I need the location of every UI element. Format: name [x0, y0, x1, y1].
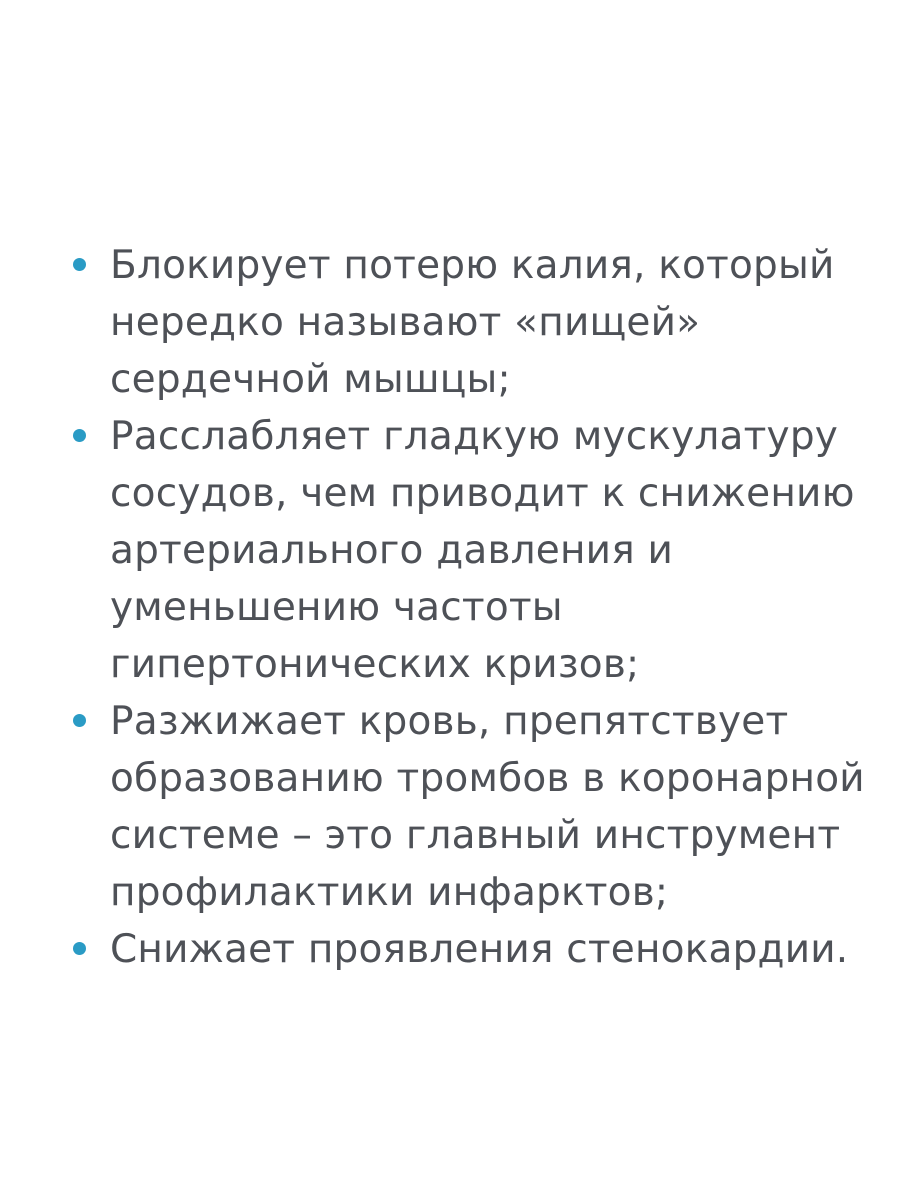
- content-area: [0, 237, 900, 978]
- list-item-text-line: сосудов, чем приводит к снижению: [110, 471, 855, 516]
- list-item-text-line: уменьшению частоты: [110, 585, 563, 630]
- list-item-text-line: Расслабляет гладкую мускулатуру: [110, 414, 839, 459]
- bullet-dot-icon: [73, 714, 86, 727]
- bullet-list: [0, 237, 900, 978]
- list-item-text-line: артериального давления и: [110, 528, 674, 573]
- list-item-text-line: Разжижает кровь, препятствует: [110, 699, 789, 744]
- list-item-text-line: нередко называют «пищей»: [110, 300, 701, 345]
- list-item-text-line: Блокирует потерю калия, который: [110, 243, 835, 288]
- list-item-text-line: гипертонических кризов;: [110, 642, 640, 687]
- list-item-text-line: Снижает проявления стенокардии.: [110, 927, 849, 972]
- list-item-text-line: сердечной мышцы;: [110, 357, 511, 402]
- list-item-text-line: системе – это главный инструмент: [110, 813, 841, 858]
- list-item: [0, 408, 900, 693]
- list-item-text-line: профилактики инфарктов;: [110, 870, 669, 915]
- list-item: [0, 921, 900, 978]
- list-item: [0, 237, 900, 408]
- bullet-dot-icon: [73, 942, 86, 955]
- list-item-text-line: образованию тромбов в коронарной: [110, 756, 865, 801]
- bullet-dot-icon: [73, 429, 86, 442]
- list-item: [0, 693, 900, 921]
- bullet-dot-icon: [73, 258, 86, 271]
